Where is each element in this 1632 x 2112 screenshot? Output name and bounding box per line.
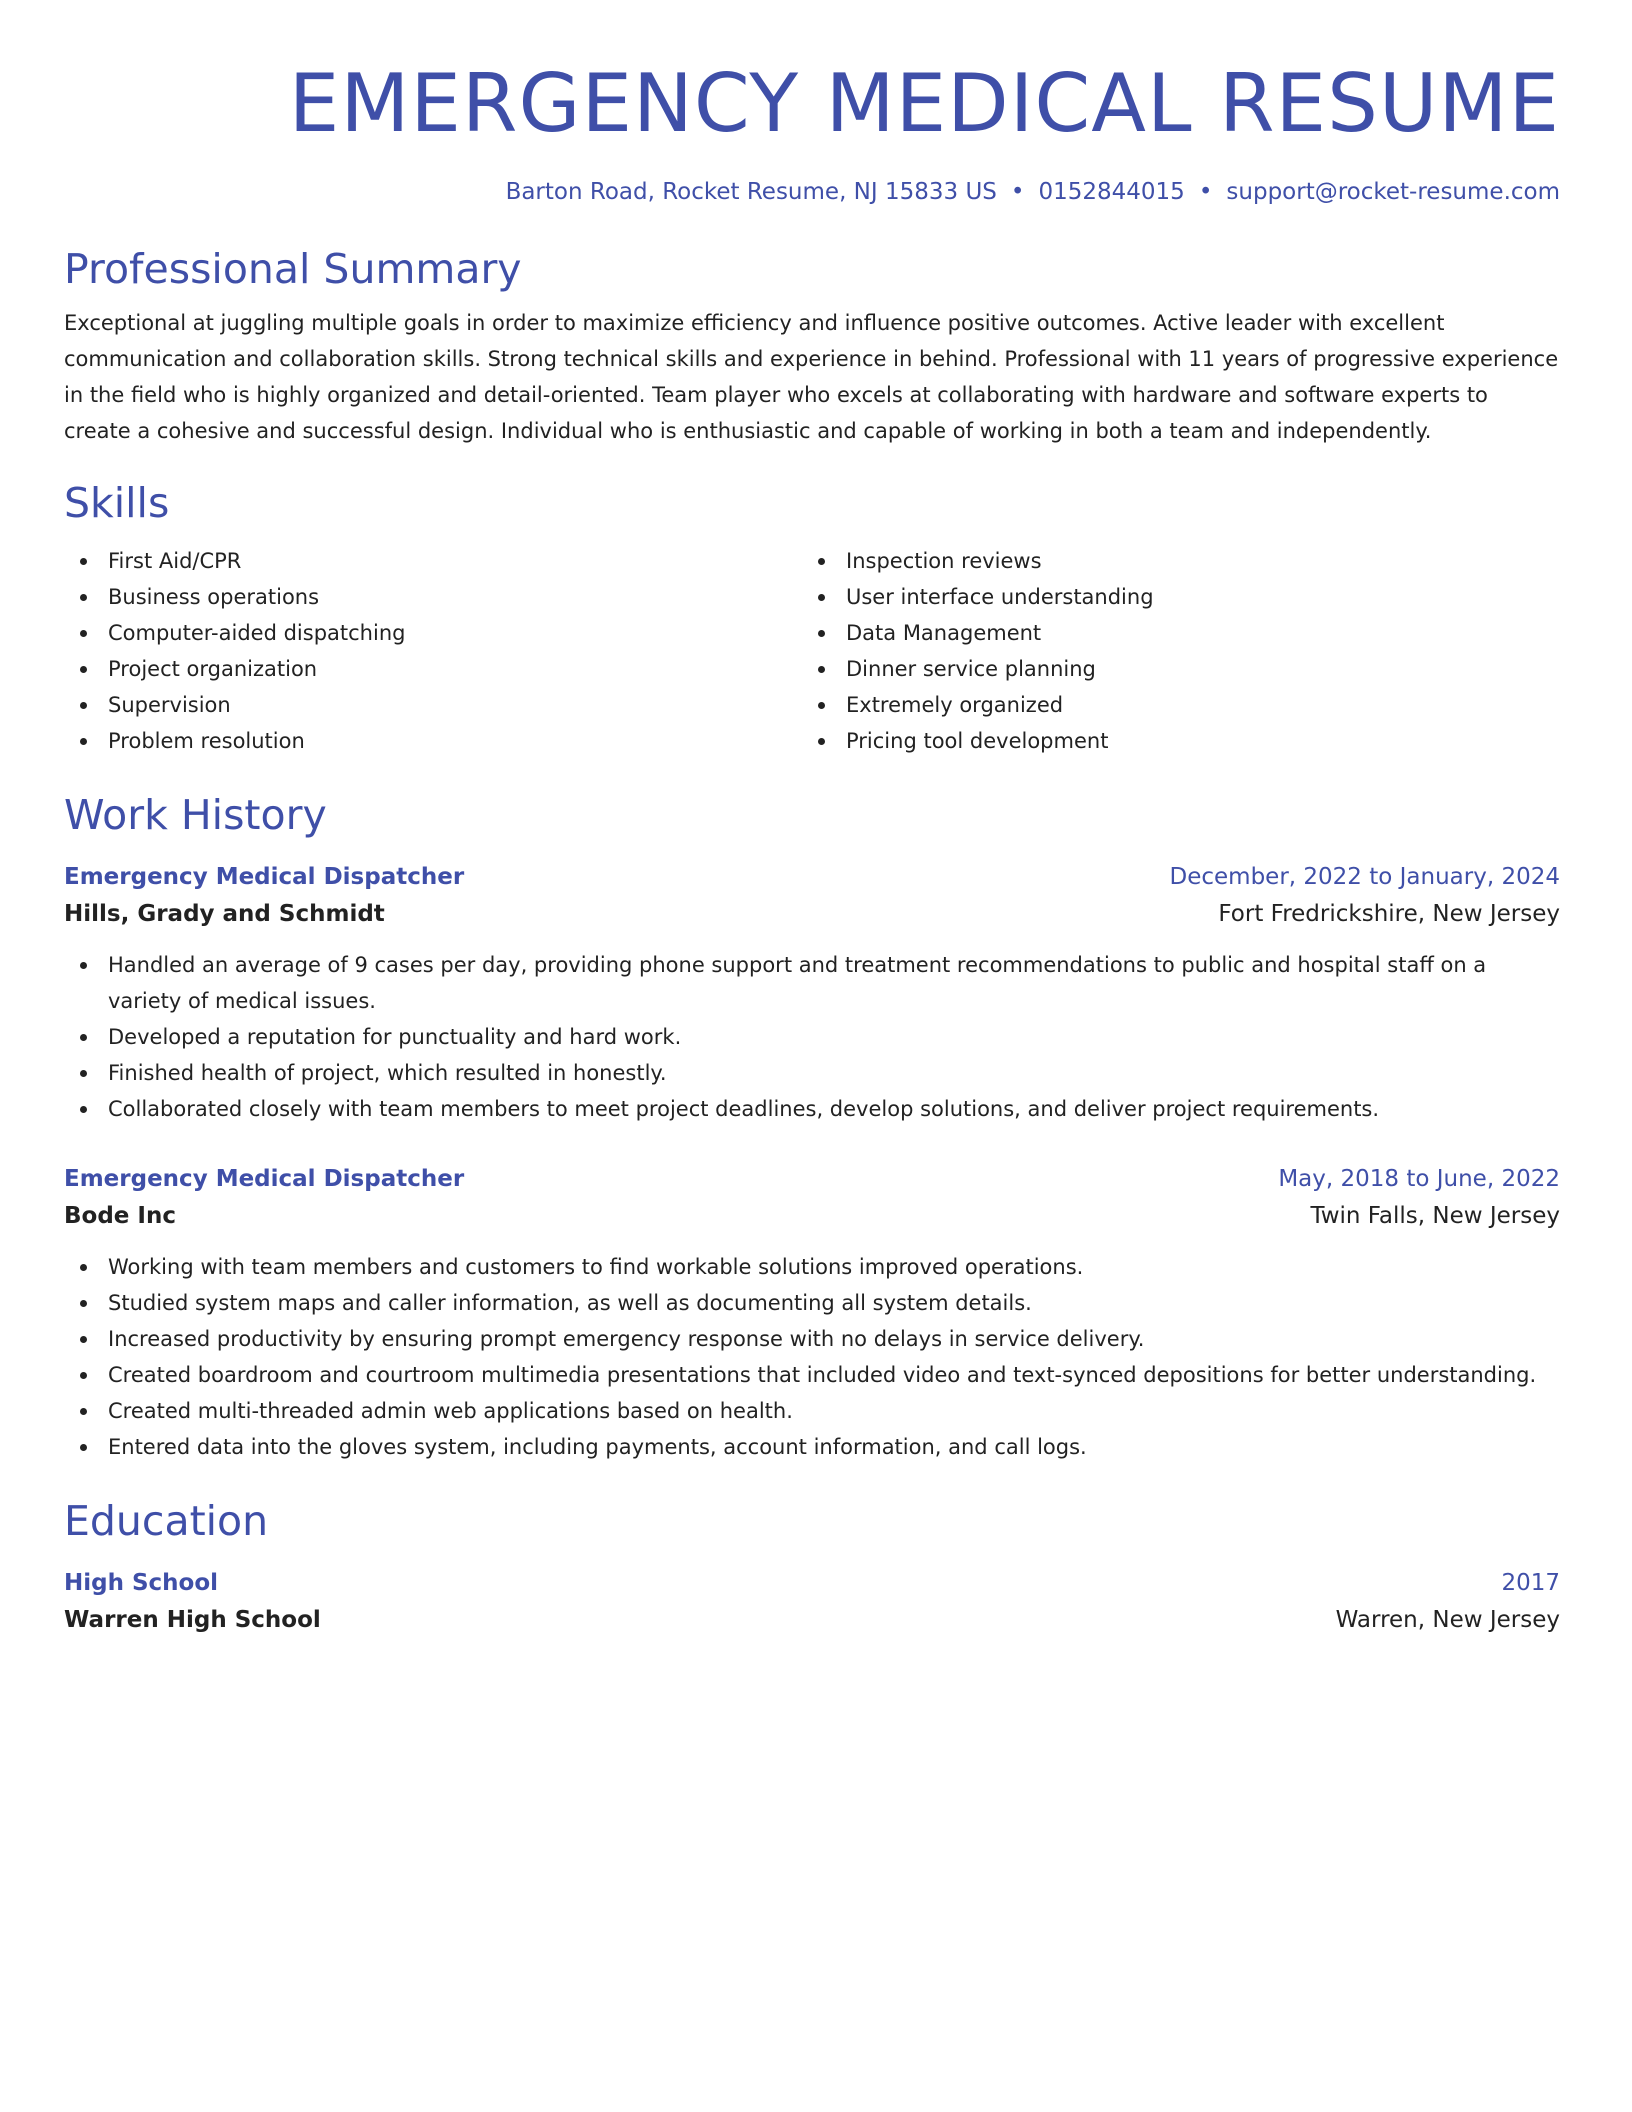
education-school: Warren High School (64, 1607, 321, 1633)
job-bullet: Collaborated closely with team members to meet project deadlines, develop solutions, and deliver project requirements. (64, 1091, 1560, 1127)
job-bullet: Entered data into the gloves system, including payments, account information, and call logs. (64, 1429, 1560, 1465)
skill-item: Extremely organized (802, 687, 1540, 723)
job-location: Twin Falls, New Jersey (1310, 1203, 1560, 1229)
skill-item: Project organization (64, 651, 802, 687)
job-subheader (64, 895, 1560, 933)
skill-item: Pricing tool development (802, 723, 1540, 759)
job-subheader (64, 1197, 1560, 1235)
skill-item: Dinner service planning (802, 651, 1540, 687)
job-header (64, 1161, 1560, 1197)
job-header (64, 859, 1560, 895)
job-location: Fort Fredrickshire, New Jersey (1218, 901, 1560, 927)
skill-item: User interface understanding (802, 579, 1540, 615)
education-degree: High School (64, 1570, 219, 1596)
job-dates: May, 2018 to June, 2022 (1278, 1166, 1560, 1192)
job-title: Emergency Medical Dispatcher (64, 864, 465, 890)
education-subheader (64, 1601, 1560, 1639)
skills-list (64, 543, 1560, 759)
contact-separator: • (1010, 179, 1025, 205)
contact-email: support@rocket-resume.com (1226, 179, 1560, 205)
contact-line (64, 176, 1560, 208)
skill-item: Computer-aided dispatching (64, 615, 802, 651)
job-title: Emergency Medical Dispatcher (64, 1166, 465, 1192)
skill-item: Supervision (64, 687, 802, 723)
education-header (64, 1565, 1560, 1601)
job-company: Bode Inc (64, 1203, 176, 1229)
skills-heading: Skills (64, 479, 170, 527)
job-bullet: Handled an average of 9 cases per day, providing phone support and treatment recommendations to public and hospital staff on a variety of medical issues. (64, 947, 1560, 1019)
education-location: Warren, New Jersey (1335, 1607, 1560, 1633)
education-heading: Education (64, 1497, 269, 1545)
job-bullet: Studied system maps and caller information, as well as documenting all system details. (64, 1285, 1560, 1321)
resume-page (64, 0, 1560, 1639)
contact-phone: 0152844015 (1038, 179, 1185, 205)
resume-name: EMERGENCY MEDICAL RESUME (288, 57, 1560, 150)
summary-text: Exceptional at juggling multiple goals in order to maximize efficiency and influence positive outcomes. Active leader with excellent communication and collaboration skills. Strong technical skills and experience in behind. Professional with 11 years of progressive experience in the field who is highly organized and detail-oriented. Team player who excels at collaborating with hardware and software experts to create a cohesive and successful design. Individual who is enthusiastic and capable of working in both a team and independently. (64, 311, 1559, 443)
summary-heading: Professional Summary (64, 245, 522, 293)
job-bullet: Created multi-threaded admin web applications based on health. (64, 1393, 1560, 1429)
education-year: 2017 (1501, 1570, 1560, 1596)
job-dates: December, 2022 to January, 2024 (1169, 864, 1560, 890)
work-history-heading: Work History (64, 791, 327, 839)
job-bullet: Developed a reputation for punctuality and hard work. (64, 1019, 1560, 1055)
job-bullet-list (64, 1249, 1560, 1465)
skill-item: Business operations (64, 579, 802, 615)
skills-column-left (64, 543, 802, 759)
job-entry (64, 1161, 1560, 1465)
job-bullet: Working with team members and customers to find workable solutions improved operations. (64, 1249, 1560, 1285)
contact-address: Barton Road, Rocket Resume, NJ 15833 US (505, 179, 997, 205)
skill-item: Data Management (802, 615, 1540, 651)
job-bullet: Created boardroom and courtroom multimedia presentations that included video and text-synced depositions for better understanding. (64, 1357, 1560, 1393)
skill-item: First Aid/CPR (64, 543, 802, 579)
skill-item: Inspection reviews (802, 543, 1540, 579)
job-bullet-list (64, 947, 1560, 1127)
job-company: Hills, Grady and Schmidt (64, 901, 385, 927)
education-entry (64, 1565, 1560, 1639)
job-bullet: Increased productivity by ensuring prompt emergency response with no delays in service delivery. (64, 1321, 1560, 1357)
contact-separator: • (1198, 179, 1213, 205)
job-bullet: Finished health of project, which resulted in honestly. (64, 1055, 1560, 1091)
job-entry (64, 859, 1560, 1127)
skill-item: Problem resolution (64, 723, 802, 759)
skills-column-right (802, 543, 1540, 759)
